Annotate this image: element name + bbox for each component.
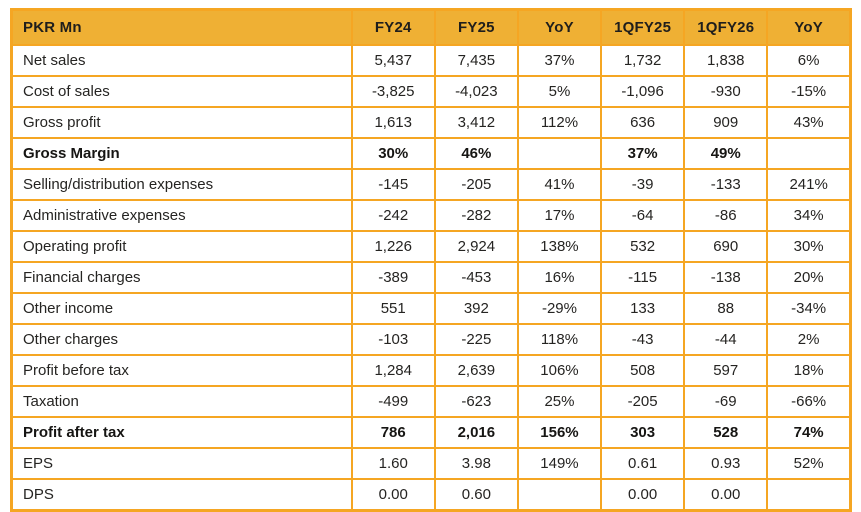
cell-value: 2,924 [435, 231, 518, 262]
cell-value: 3,412 [435, 107, 518, 138]
cell-value: -3,825 [352, 76, 435, 107]
row-label: Operating profit [12, 231, 352, 262]
cell-value: 1,226 [352, 231, 435, 262]
table-row [12, 293, 851, 324]
cell-value: 690 [684, 231, 767, 262]
cell-value: 37% [601, 138, 684, 169]
column-header-yoy: YoY [767, 10, 850, 46]
cell-value: 43% [767, 107, 850, 138]
cell-value: 1,732 [601, 45, 684, 76]
cell-value: 18% [767, 355, 850, 386]
cell-value: 0.60 [435, 479, 518, 511]
row-label: Gross Margin [12, 138, 352, 169]
cell-value: -69 [684, 386, 767, 417]
cell-value: 909 [684, 107, 767, 138]
cell-value: -66% [767, 386, 850, 417]
row-label: Profit after tax [12, 417, 352, 448]
column-header-fy24: FY24 [352, 10, 435, 46]
table-row [12, 138, 851, 169]
table-row [12, 479, 851, 511]
table-row [12, 107, 851, 138]
cell-value: 41% [518, 169, 601, 200]
row-label: Financial charges [12, 262, 352, 293]
cell-value: 392 [435, 293, 518, 324]
table-header [12, 10, 851, 46]
row-label: DPS [12, 479, 352, 511]
column-header-yoy: YoY [518, 10, 601, 46]
row-label: Taxation [12, 386, 352, 417]
cell-value: 25% [518, 386, 601, 417]
cell-value: 7,435 [435, 45, 518, 76]
cell-value: 2,016 [435, 417, 518, 448]
cell-value: 5,437 [352, 45, 435, 76]
cell-value: 34% [767, 200, 850, 231]
cell-value: -115 [601, 262, 684, 293]
cell-value: 2% [767, 324, 850, 355]
cell-value: -205 [435, 169, 518, 200]
cell-value: 532 [601, 231, 684, 262]
column-header-1qfy25: 1QFY25 [601, 10, 684, 46]
cell-value: -499 [352, 386, 435, 417]
table-header-row [12, 10, 851, 46]
cell-value: -389 [352, 262, 435, 293]
table-row [12, 169, 851, 200]
column-header-fy25: FY25 [435, 10, 518, 46]
row-label: Administrative expenses [12, 200, 352, 231]
cell-value: -138 [684, 262, 767, 293]
cell-value [767, 479, 850, 511]
cell-value: 149% [518, 448, 601, 479]
cell-value: 52% [767, 448, 850, 479]
cell-value: 30% [767, 231, 850, 262]
cell-value: 0.61 [601, 448, 684, 479]
cell-value: 786 [352, 417, 435, 448]
cell-value: 74% [767, 417, 850, 448]
cell-value: 17% [518, 200, 601, 231]
table-row [12, 200, 851, 231]
row-label: Net sales [12, 45, 352, 76]
cell-value: -86 [684, 200, 767, 231]
cell-value: 597 [684, 355, 767, 386]
cell-value: 46% [435, 138, 518, 169]
cell-value: -133 [684, 169, 767, 200]
financial-results-table [10, 8, 852, 512]
row-label: EPS [12, 448, 352, 479]
cell-value: 16% [518, 262, 601, 293]
cell-value: 106% [518, 355, 601, 386]
cell-value [518, 138, 601, 169]
cell-value: -44 [684, 324, 767, 355]
cell-value [767, 138, 850, 169]
cell-value: 1,838 [684, 45, 767, 76]
cell-value [518, 479, 601, 511]
cell-value: -225 [435, 324, 518, 355]
cell-value: 0.00 [352, 479, 435, 511]
cell-value: -15% [767, 76, 850, 107]
column-header-pkr-mn: PKR Mn [12, 10, 352, 46]
cell-value: -282 [435, 200, 518, 231]
cell-value: -34% [767, 293, 850, 324]
table-row [12, 76, 851, 107]
cell-value: 6% [767, 45, 850, 76]
cell-value: 1,284 [352, 355, 435, 386]
cell-value: 1,613 [352, 107, 435, 138]
table-row [12, 324, 851, 355]
cell-value: 1.60 [352, 448, 435, 479]
cell-value: 112% [518, 107, 601, 138]
cell-value: 118% [518, 324, 601, 355]
cell-value: 0.93 [684, 448, 767, 479]
cell-value: -205 [601, 386, 684, 417]
cell-value: 156% [518, 417, 601, 448]
cell-value: 49% [684, 138, 767, 169]
cell-value: -242 [352, 200, 435, 231]
cell-value: 551 [352, 293, 435, 324]
cell-value: 241% [767, 169, 850, 200]
cell-value: 636 [601, 107, 684, 138]
cell-value: 3.98 [435, 448, 518, 479]
cell-value: -623 [435, 386, 518, 417]
table-row [12, 417, 851, 448]
cell-value: 20% [767, 262, 850, 293]
cell-value: 88 [684, 293, 767, 324]
cell-value: 133 [601, 293, 684, 324]
cell-value: 5% [518, 76, 601, 107]
cell-value: -145 [352, 169, 435, 200]
column-header-1qfy26: 1QFY26 [684, 10, 767, 46]
table-row [12, 355, 851, 386]
cell-value: 508 [601, 355, 684, 386]
table-row [12, 231, 851, 262]
cell-value: 2,639 [435, 355, 518, 386]
row-label: Gross profit [12, 107, 352, 138]
cell-value: -39 [601, 169, 684, 200]
cell-value: -4,023 [435, 76, 518, 107]
cell-value: 528 [684, 417, 767, 448]
row-label: Other charges [12, 324, 352, 355]
cell-value: -29% [518, 293, 601, 324]
row-label: Profit before tax [12, 355, 352, 386]
cell-value: 303 [601, 417, 684, 448]
cell-value: -43 [601, 324, 684, 355]
row-label: Cost of sales [12, 76, 352, 107]
table-row [12, 386, 851, 417]
table-row [12, 262, 851, 293]
table-row [12, 45, 851, 76]
row-label: Selling/distribution expenses [12, 169, 352, 200]
cell-value: 0.00 [684, 479, 767, 511]
table-row [12, 448, 851, 479]
cell-value: -103 [352, 324, 435, 355]
cell-value: -930 [684, 76, 767, 107]
cell-value: 138% [518, 231, 601, 262]
cell-value: -1,096 [601, 76, 684, 107]
cell-value: 0.00 [601, 479, 684, 511]
cell-value: 30% [352, 138, 435, 169]
table-body [12, 45, 851, 511]
cell-value: 37% [518, 45, 601, 76]
cell-value: -453 [435, 262, 518, 293]
cell-value: -64 [601, 200, 684, 231]
row-label: Other income [12, 293, 352, 324]
